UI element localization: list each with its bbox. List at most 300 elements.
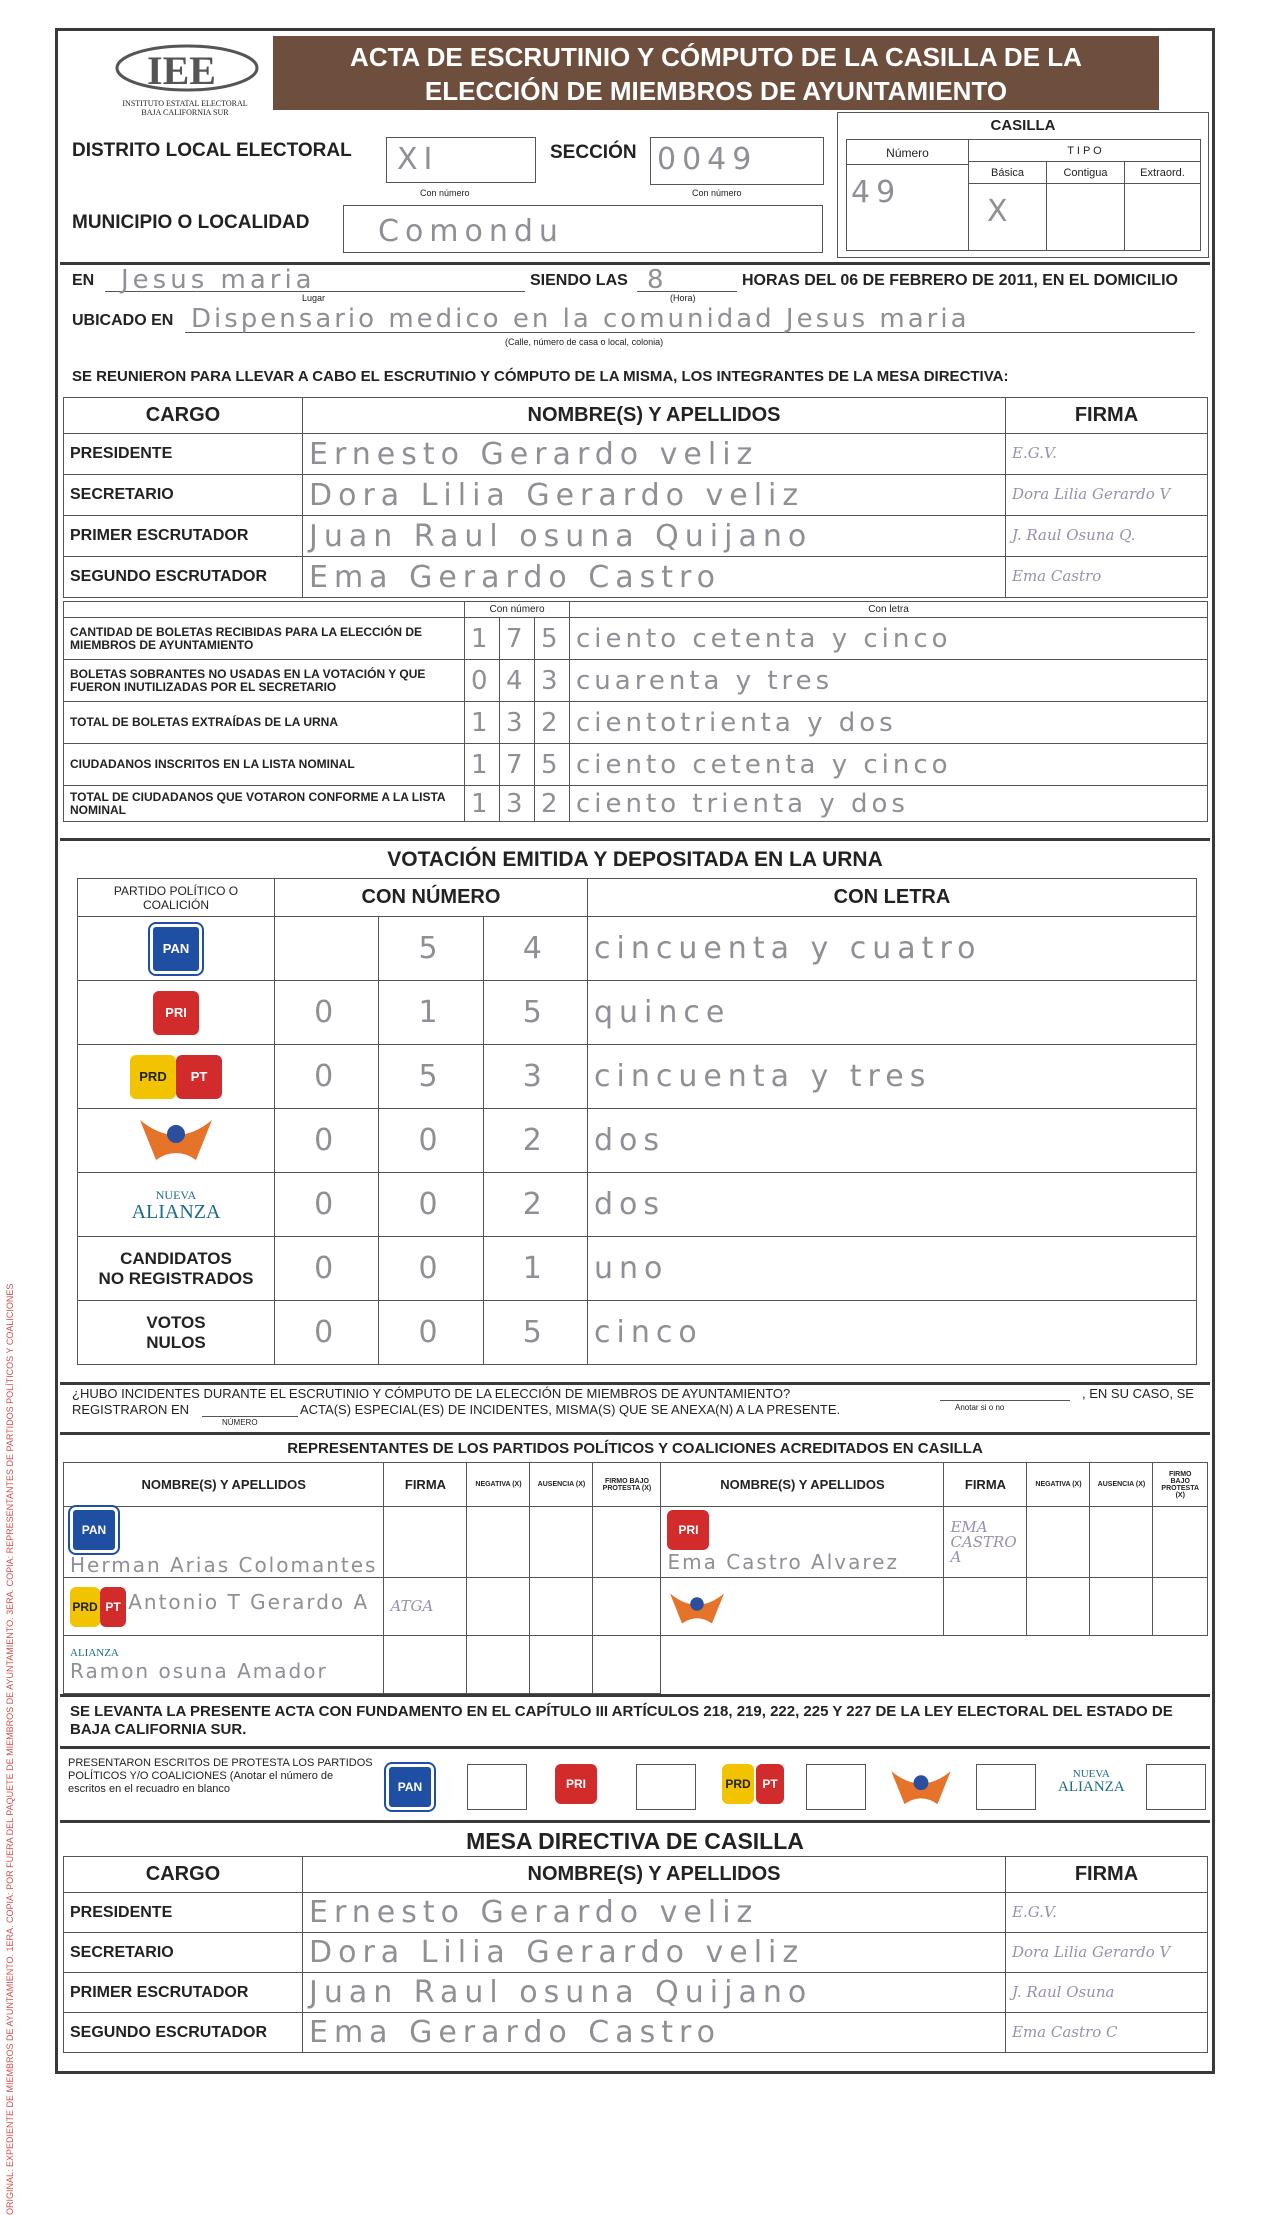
escritos-prdpt-box[interactable]: [806, 1764, 866, 1810]
convergencia-icon: [136, 1110, 216, 1166]
letra-cell[interactable]: [588, 1109, 1197, 1173]
incidentes-text1b: , EN SU CASO, SE: [1082, 1386, 1194, 1401]
nombre-cell[interactable]: [303, 1973, 1006, 2013]
digit-value: 2: [541, 788, 562, 819]
rep-nombre-value: Ema Castro Alvarez: [667, 1550, 899, 1574]
rep-protesta-cell[interactable]: [593, 1507, 661, 1578]
prd-icon: PRD: [130, 1055, 176, 1099]
table-row: [64, 744, 1208, 786]
escritos-pan-box[interactable]: [467, 1764, 527, 1810]
seccion-note: Con número: [692, 188, 742, 198]
table-row: [64, 1973, 1208, 2013]
rep-ausencia-cell[interactable]: [1090, 1507, 1153, 1578]
digit-cell[interactable]: [535, 702, 570, 744]
con-numero-header: Con número: [465, 602, 570, 618]
mesa2-table: [63, 1856, 1208, 2053]
mesa2-title: MESA DIRECTIVA DE CASILLA: [466, 1828, 804, 1854]
incidentes-question: ¿HUBO INCIDENTES DURANTE EL ESCRUTINIO Y CÓMPUTO DE LA ELECCIÓN DE MIEMBROS DE AYUNTAMIENTO?: [72, 1386, 791, 1401]
firma-value: E.G.V.: [1012, 1902, 1057, 1921]
digit-cell[interactable]: [535, 744, 570, 786]
escritos-pri-box[interactable]: [636, 1764, 696, 1810]
digit-cell[interactable]: [275, 1301, 379, 1365]
nombre-cell[interactable]: [303, 1893, 1006, 1933]
cargo-cell: SEGUNDO ESCRUTADOR: [64, 2013, 303, 2053]
letra-cell[interactable]: [570, 660, 1208, 702]
pan-icon: PAN: [70, 1507, 118, 1553]
lugar-value: Jesus maria: [121, 265, 316, 295]
letra-value: dos: [594, 1123, 666, 1158]
firma-value: J. Raul Osuna: [1012, 1982, 1115, 2001]
rep-ausencia-cell[interactable]: [530, 1507, 593, 1578]
table-row: [64, 516, 1208, 557]
digit-cell[interactable]: [535, 786, 570, 822]
firma-value: Dora Lilia Gerardo V: [1012, 485, 1171, 503]
na-line1: NUEVA: [1072, 1768, 1110, 1780]
digit-cell[interactable]: [275, 1237, 379, 1301]
letra-value: ciento cetenta y cinco: [576, 749, 952, 780]
digit-value: 1: [471, 749, 492, 780]
rep-negativa-cell[interactable]: [1027, 1578, 1090, 1636]
digit-value: 0: [314, 995, 340, 1030]
digit-value: 7: [506, 623, 527, 654]
firma-header: FIRMA: [1006, 1857, 1208, 1893]
municipio-label: MUNICIPIO O LOCALIDAD: [72, 212, 310, 233]
rep-nombre-header-2: NOMBRE(S) Y APELLIDOS: [661, 1463, 944, 1507]
digit-cell[interactable]: [483, 1109, 587, 1173]
hora-note: (Hora): [670, 293, 696, 303]
rep-nombre-value: Antonio T Gerardo A: [128, 1589, 370, 1614]
digit-value: 0: [418, 1251, 444, 1286]
prd-icon: PRD: [722, 1764, 754, 1804]
domicilio-value: Dispensario medico en la comunidad Jesus maria: [191, 304, 970, 334]
pri-icon: PRI: [153, 991, 199, 1035]
party-cell: [78, 1173, 275, 1237]
extraord-label: Extraord.: [1125, 162, 1200, 184]
letra-value: cuarenta y tres: [576, 665, 834, 696]
digit-value: 1: [471, 623, 492, 654]
nombre-header: NOMBRE(S) Y APELLIDOS: [303, 1857, 1006, 1893]
digit-cell[interactable]: [275, 1173, 379, 1237]
digit-cell[interactable]: [379, 1301, 483, 1365]
seccion-value: 0049: [657, 142, 758, 177]
party-cell: [78, 1237, 275, 1301]
votacion-title: VOTACIÓN EMITIDA Y DEPOSITADA EN LA URNA: [387, 848, 883, 871]
casilla-label: CASILLA: [990, 117, 1056, 134]
convergencia-icon: [888, 1762, 954, 1810]
digit-value: 3: [506, 707, 527, 738]
firma-value: J. Raul Osuna Q.: [1012, 526, 1136, 544]
digit-cell[interactable]: [379, 1109, 483, 1173]
letra-cell[interactable]: [570, 618, 1208, 660]
digit-cell[interactable]: [500, 618, 535, 660]
nombre-cell[interactable]: [303, 475, 1006, 516]
horas-text: HORAS DEL 06 DE FEBRERO DE 2011, EN EL DOMICILIO: [742, 272, 1178, 289]
cand-line2: NO REGISTRADOS: [98, 1268, 254, 1288]
letra-value: ciento trienta y dos: [576, 788, 909, 819]
prd-icon: PRD: [70, 1587, 100, 1627]
nombre-cell[interactable]: [303, 434, 1006, 475]
nombre-value: Dora Lilia Gerardo veliz: [309, 477, 805, 513]
table-row: [78, 917, 1197, 981]
digit-cell[interactable]: [275, 1045, 379, 1109]
rep-protesta-cell[interactable]: [593, 1636, 661, 1694]
cargo-cell: PRIMER ESCRUTADOR: [64, 516, 303, 557]
rep-nombre-cell[interactable]: [661, 1578, 944, 1636]
seccion-label: SECCIÓN: [550, 142, 637, 163]
firma-value: E.G.V.: [1012, 444, 1057, 462]
rep-negativa-cell[interactable]: [467, 1578, 530, 1636]
pri-icon: PRI: [667, 1510, 709, 1550]
rep-firma-cell[interactable]: [384, 1636, 467, 1694]
digit-value: 2: [541, 707, 562, 738]
firma-cell[interactable]: [1006, 475, 1208, 516]
nombre-value: Dora Lilia Gerardo veliz: [309, 1935, 805, 1970]
table-row: [64, 1507, 1208, 1578]
firma-value: Dora Lilia Gerardo V: [1012, 1942, 1171, 1961]
rep-ausencia-cell[interactable]: [530, 1578, 593, 1636]
escritos-conv-box[interactable]: [976, 1764, 1036, 1810]
basica-mark: X: [987, 194, 1014, 229]
digit-cell[interactable]: [465, 702, 500, 744]
letra-header: CON LETRA: [588, 879, 1197, 917]
digit-cell[interactable]: [465, 660, 500, 702]
nombre-value: Juan Raul osuna Quijano: [309, 1975, 813, 2010]
domicilio-note: (Calle, número de casa o local, colonia): [505, 337, 664, 347]
rep-nombre-cell[interactable]: [64, 1578, 384, 1636]
letra-cell[interactable]: [570, 744, 1208, 786]
hora-field[interactable]: [637, 265, 737, 295]
municipio-field[interactable]: [343, 205, 823, 253]
digit-value: 5: [522, 1315, 548, 1350]
casilla-box: [837, 112, 1209, 258]
pri-icon: PRI: [555, 1764, 597, 1804]
divider: [60, 1382, 1210, 1385]
digit-value: 5: [541, 623, 562, 654]
rep-firma-cell[interactable]: [944, 1578, 1027, 1636]
table-row: [64, 2013, 1208, 2053]
rep-negativa-cell[interactable]: [1027, 1507, 1090, 1578]
rep-ausencia-header: AUSENCIA (X): [530, 1463, 593, 1507]
digit-cell[interactable]: [483, 1237, 587, 1301]
table-row: [64, 434, 1208, 475]
rep-protesta-cell[interactable]: [1153, 1507, 1208, 1578]
casilla-numero: 49: [851, 175, 902, 210]
cargo-cell: PRESIDENTE: [64, 1893, 303, 1933]
rep-firma-value: EMA CASTRO A: [950, 1517, 1017, 1566]
rep-ausencia-header-2: AUSENCIA (X): [1090, 1463, 1153, 1507]
digit-cell[interactable]: [500, 786, 535, 822]
digit-value: 1: [471, 707, 492, 738]
incidentes-answer-field[interactable]: [940, 1400, 1070, 1401]
numero-header: CON NÚMERO: [275, 879, 588, 917]
digit-cell[interactable]: [379, 1237, 483, 1301]
letra-cell[interactable]: [588, 917, 1197, 981]
en-label: EN: [72, 272, 95, 289]
lugar-field[interactable]: [105, 265, 525, 295]
digit-cell[interactable]: [465, 618, 500, 660]
letra-cell[interactable]: [588, 1173, 1197, 1237]
digit-value: 4: [506, 665, 527, 696]
table-row: [78, 1045, 1197, 1109]
letra-cell[interactable]: [588, 981, 1197, 1045]
rep-firma-cell[interactable]: [944, 1507, 1027, 1578]
rep-negativa-header: NEGATIVA (X): [467, 1463, 530, 1507]
letra-value: cinco: [594, 1315, 703, 1350]
nombre-cell[interactable]: [303, 516, 1006, 557]
digit-cell[interactable]: [500, 744, 535, 786]
digit-value: 5: [418, 1059, 444, 1094]
na-line2: ALIANZA: [131, 1201, 221, 1223]
mesa-table: [63, 397, 1208, 598]
rep-firma-value: ATGA: [390, 1597, 434, 1615]
divider: [60, 1694, 1210, 1697]
digit-cell[interactable]: [465, 744, 500, 786]
contigua-checkbox[interactable]: [1047, 184, 1125, 250]
digit-cell[interactable]: [275, 917, 379, 981]
contigua-label: Contigua: [1047, 162, 1125, 184]
representantes-table: [63, 1462, 1208, 1694]
firma-cell[interactable]: [1006, 1973, 1208, 2013]
numero-label: Número: [847, 142, 968, 165]
party-cell: [78, 917, 275, 981]
letra-cell[interactable]: [570, 786, 1208, 822]
nombre-cell[interactable]: [303, 557, 1006, 598]
rep-protesta-header: FIRMO BAJO PROTESTA (X): [593, 1463, 661, 1507]
digit-cell[interactable]: [379, 917, 483, 981]
firma-cell[interactable]: [1006, 557, 1208, 598]
domicilio-field[interactable]: [185, 304, 1195, 334]
digit-value: 0: [314, 1251, 340, 1286]
digit-cell[interactable]: [500, 660, 535, 702]
rep-nombre-cell[interactable]: [661, 1507, 944, 1578]
digit-value: 0: [314, 1059, 340, 1094]
digit-value: 3: [506, 788, 527, 819]
extraord-checkbox[interactable]: [1125, 184, 1200, 250]
digit-value: 4: [522, 931, 548, 966]
firma-cell[interactable]: [1006, 1893, 1208, 1933]
cargo-header: CARGO: [64, 1857, 303, 1893]
pt-icon: PT: [176, 1055, 222, 1099]
digit-cell[interactable]: [379, 981, 483, 1045]
seccion-field[interactable]: [650, 137, 824, 185]
divider: [60, 1746, 1210, 1749]
table-row: [64, 1636, 1208, 1694]
pt-icon: PT: [756, 1764, 784, 1804]
anotar-note: Anotar si o no: [955, 1403, 1005, 1412]
pt-icon: PT: [100, 1587, 126, 1627]
digit-cell[interactable]: [483, 917, 587, 981]
reunieron-text: SE REUNIERON PARA LLEVAR A CABO EL ESCRUTINIO Y CÓMPUTO DE LA MISMA, LOS INTEGRANTES DE LA MESA DIRECTIVA:: [72, 368, 1009, 385]
partido-header: PARTIDO POLÍTICO O COALICIÓN: [78, 879, 275, 917]
digit-cell[interactable]: [275, 1109, 379, 1173]
lugar-note: Lugar: [302, 293, 326, 303]
divider: [60, 838, 1210, 841]
nombre-cell[interactable]: [303, 1933, 1006, 1973]
boleta-label: CANTIDAD DE BOLETAS RECIBIDAS PARA LA ELECCIÓN DE MIEMBROS DE AYUNTAMIENTO: [64, 618, 465, 660]
cargo-header: CARGO: [64, 398, 303, 434]
table-row: [64, 660, 1208, 702]
digit-value: 5: [541, 749, 562, 780]
firma-cell[interactable]: [1006, 434, 1208, 475]
casilla-grid: [846, 139, 1201, 251]
table-row: [64, 557, 1208, 598]
basica-label: Básica: [969, 162, 1047, 184]
party-cell: [78, 981, 275, 1045]
nombre-value: Ernesto Gerardo veliz: [309, 436, 759, 472]
nulos-line1: VOTOS: [146, 1312, 206, 1332]
nueva-alianza-icon: ALIANZA: [70, 1646, 119, 1659]
nombre-value: Ema Gerardo Castro: [309, 559, 722, 595]
escritos-na-box[interactable]: [1146, 1764, 1206, 1810]
letra-value: uno: [594, 1251, 669, 1286]
rep-negativa-cell[interactable]: [467, 1636, 530, 1694]
digit-cell[interactable]: [379, 1173, 483, 1237]
table-row: [64, 786, 1208, 822]
table-row: [78, 1173, 1197, 1237]
digit-cell[interactable]: [500, 702, 535, 744]
letra-cell[interactable]: [588, 1045, 1197, 1109]
digit-cell[interactable]: [535, 618, 570, 660]
party-cell: [78, 1301, 275, 1365]
letra-cell[interactable]: [588, 1237, 1197, 1301]
digit-value: 0: [418, 1123, 444, 1158]
digit-cell[interactable]: [483, 1045, 587, 1109]
digit-value: 0: [314, 1187, 340, 1222]
digit-cell[interactable]: [483, 1173, 587, 1237]
rep-ausencia-cell[interactable]: [530, 1636, 593, 1694]
rep-ausencia-cell[interactable]: [1090, 1578, 1153, 1636]
incidentes-text2b: ACTA(S) ESPECIAL(ES) DE INCIDENTES, MISMA(S) QUE SE ANEXA(N) A LA PRESENTE.: [300, 1402, 841, 1417]
table-row: [78, 1109, 1197, 1173]
convergencia-icon: [667, 1585, 727, 1629]
empty-cell: [661, 1636, 1208, 1694]
rep-protesta-cell[interactable]: [1153, 1578, 1208, 1636]
nueva-alianza-icon: [84, 1188, 268, 1221]
table-row: [64, 1578, 1208, 1636]
table-row: [64, 702, 1208, 744]
letra-value: cincuenta y tres: [594, 1059, 932, 1094]
table-row: [64, 1933, 1208, 1973]
rep-nombre-cell[interactable]: [64, 1636, 384, 1694]
cargo-cell: SECRETARIO: [64, 1933, 303, 1973]
margin-note: ORIGINAL: EXPEDIENTE DE MIEMBROS DE AYUNTAMIENTO. 1ERA. COPIA: POR FUERA DEL PAQUETE DE MIEMBROS DE AYUNTAMIENTO. 3ERA. COPIA: REPRESENTANTES DE PARTIDOS POLÍTICOS Y COALICIONES: [5, 1283, 15, 2215]
firma-value: Ema Castro C: [1012, 2022, 1118, 2041]
rep-firma-header: FIRMA: [384, 1463, 467, 1507]
digit-value: 5: [418, 931, 444, 966]
digit-cell[interactable]: [465, 786, 500, 822]
digit-value: 3: [522, 1059, 548, 1094]
incidentes-text2a: REGISTRARON EN: [72, 1402, 190, 1417]
rep-nombre-cell[interactable]: [64, 1507, 384, 1578]
rep-protesta-header-2: FIRMO BAJO PROTESTA (X): [1153, 1463, 1208, 1507]
digit-value: 0: [418, 1187, 444, 1222]
digit-cell[interactable]: [379, 1045, 483, 1109]
divider: [60, 1820, 1210, 1823]
letra-value: dos: [594, 1187, 666, 1222]
cargo-cell: SEGUNDO ESCRUTADOR: [64, 557, 303, 598]
letra-value: quince: [594, 995, 731, 1030]
letra-value: ciento cetenta y cinco: [576, 623, 952, 654]
institute-name: [95, 99, 275, 117]
distrito-note: Con número: [420, 188, 470, 198]
party-cell: [78, 1045, 275, 1109]
firma-cell[interactable]: [1006, 2013, 1208, 2053]
rep-firma-cell[interactable]: [384, 1578, 467, 1636]
hora-value: 8: [647, 265, 668, 295]
firma-cell[interactable]: [1006, 516, 1208, 557]
title-line2: ELECCIÓN DE MIEMBROS DE AYUNTAMIENTO: [424, 76, 1008, 106]
rep-nombre-value: Herman Arias Colomantes: [70, 1553, 378, 1577]
nombre-cell[interactable]: [303, 2013, 1006, 2053]
votacion-table: [77, 878, 1197, 1365]
municipio-value: Comondu: [378, 214, 564, 249]
letra-value: cincuenta y cuatro: [594, 931, 982, 966]
rep-firma-cell[interactable]: [384, 1507, 467, 1578]
digit-cell[interactable]: [535, 660, 570, 702]
basica-checkbox[interactable]: [969, 184, 1047, 250]
na-line1: NUEVA: [155, 1188, 197, 1202]
digit-cell[interactable]: [275, 981, 379, 1045]
ubicado-label: UBICADO EN: [72, 312, 174, 329]
boleta-label: TOTAL DE CIUDADANOS QUE VOTARON CONFORME A LA LISTA NOMINAL: [64, 786, 465, 822]
boletas-table: [63, 601, 1208, 822]
title-line1: ACTA DE ESCRUTINIO Y CÓMPUTO DE LA CASILLA DE LA: [350, 42, 1082, 72]
firma-value: Ema Castro: [1012, 567, 1102, 585]
party-cell: [78, 1109, 275, 1173]
institute-line1: INSTITUTO ESTATAL ELECTORAL: [122, 99, 248, 108]
letra-cell[interactable]: [570, 702, 1208, 744]
digit-value: 2: [522, 1187, 548, 1222]
digit-cell[interactable]: [483, 981, 587, 1045]
boleta-label: CIUDADANOS INSCRITOS EN LA LISTA NOMINAL: [64, 744, 465, 786]
rep-nombre-header: NOMBRE(S) Y APELLIDOS: [64, 1463, 384, 1507]
page-title: [273, 36, 1159, 110]
digit-value: 1: [418, 995, 444, 1030]
nueva-alianza-icon: [1058, 1768, 1125, 1794]
incidentes-numero-field[interactable]: [202, 1416, 298, 1417]
con-letra-header: Con letra: [570, 602, 1208, 618]
distrito-field[interactable]: [386, 137, 536, 183]
digit-value: 5: [522, 995, 548, 1030]
rep-protesta-cell[interactable]: [593, 1578, 661, 1636]
boleta-label: BOLETAS SOBRANTES NO USADAS EN LA VOTACIÓN Y QUE FUERON INUTILIZADAS POR EL SECRETARIO: [64, 660, 465, 702]
digit-value: 7: [506, 749, 527, 780]
letra-value: cientotrienta y dos: [576, 707, 897, 738]
digit-value: 1: [471, 788, 492, 819]
cargo-cell: PRIMER ESCRUTADOR: [64, 1973, 303, 2013]
digit-value: 2: [522, 1123, 548, 1158]
cand-line1: CANDIDATOS: [120, 1248, 232, 1268]
rep-negativa-cell[interactable]: [467, 1507, 530, 1578]
boleta-label: TOTAL DE BOLETAS EXTRAÍDAS DE LA URNA: [64, 702, 465, 744]
na-line2: ALIANZA: [1058, 1779, 1125, 1795]
representantes-title: REPRESENTANTES DE LOS PARTIDOS POLÍTICOS Y COALICIONES ACREDITADOS EN CASILLA: [287, 1440, 983, 1457]
letra-cell[interactable]: [588, 1301, 1197, 1365]
fundamento-text: SE LEVANTA LA PRESENTE ACTA CON FUNDAMENTO EN EL CAPÍTULO III ARTÍCULOS 218, 219, 222, 225 Y 227 DE LA LEY ELECTORAL DEL ESTADO DE BAJA CALIFORNIA SUR.: [70, 1703, 1173, 1738]
digit-cell[interactable]: [483, 1301, 587, 1365]
pan-icon: PAN: [386, 1764, 434, 1810]
institute-line2: BAJA CALIFORNIA SUR: [141, 108, 229, 117]
table-row: [64, 475, 1208, 516]
firma-cell[interactable]: [1006, 1933, 1208, 1973]
nombre-value: Ema Gerardo Castro: [309, 2015, 722, 2050]
digit-value: 3: [541, 665, 562, 696]
nombre-value: Ernesto Gerardo veliz: [309, 1895, 759, 1930]
table-row: [78, 981, 1197, 1045]
rep-negativa-header-2: NEGATIVA (X): [1027, 1463, 1090, 1507]
digit-value: 0: [418, 1315, 444, 1350]
firma-header: FIRMA: [1006, 398, 1208, 434]
